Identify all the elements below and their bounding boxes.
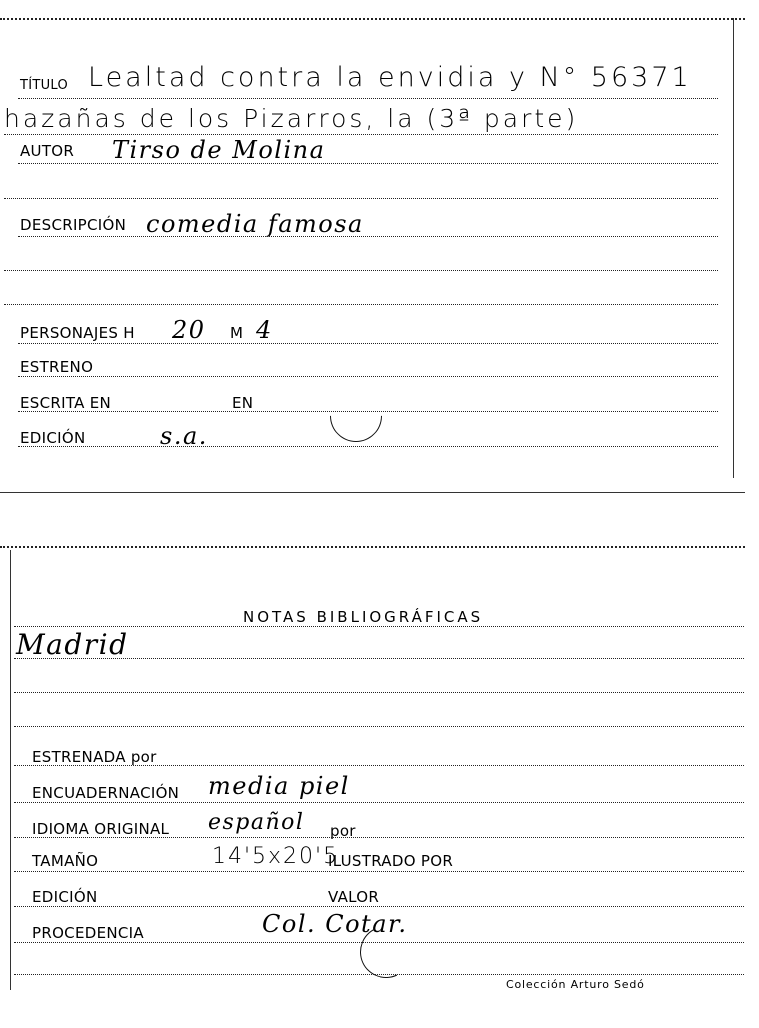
idioma-por-label: por: [330, 822, 356, 840]
rule: [14, 974, 744, 975]
idioma-value: español: [208, 810, 305, 835]
procedencia-value: Col. Cotar.: [262, 910, 408, 938]
personajes-label: PERSONAJES H: [20, 324, 135, 342]
rule: [18, 98, 718, 99]
rule: [14, 906, 744, 907]
rule: [18, 236, 718, 237]
personajes-m-value: 4: [256, 316, 273, 344]
edicion-label: EDICIÓN: [20, 429, 86, 447]
card-top-edge: [0, 18, 745, 22]
estrenada-label: ESTRENADA por: [32, 748, 157, 766]
descripcion-label: DESCRIPCIÓN: [20, 216, 127, 234]
rule: [4, 270, 718, 271]
rule: [18, 446, 718, 447]
notas-heading: NOTAS BIBLIOGRÁFICAS: [243, 608, 484, 626]
rule: [14, 765, 744, 766]
tamano-value: 14'5x20'5: [212, 844, 340, 869]
rule: [14, 726, 744, 727]
rule: [18, 343, 718, 344]
procedencia-label: PROCEDENCIA: [32, 924, 144, 942]
rule: [4, 198, 718, 199]
rule: [14, 692, 744, 693]
ilustrado-label: ILUSTRADO POR: [328, 852, 454, 870]
card-top-edge: [0, 546, 745, 550]
catalog-card-front: [0, 18, 745, 493]
card-left-edge: [10, 550, 11, 990]
idioma-label: IDIOMA ORIGINAL: [32, 820, 170, 838]
rule: [18, 376, 718, 377]
rule: [14, 626, 744, 627]
punch-hole-icon: [319, 379, 393, 453]
collection-caption: Colección Arturo Sedó: [506, 978, 645, 991]
titulo-value-line2: hazañas de los Pizarros, la (3ª parte): [4, 104, 579, 133]
edicion-label: EDICIÓN: [32, 888, 98, 906]
notas-value: Madrid: [16, 628, 129, 661]
tamano-label: TAMAÑO: [32, 852, 99, 870]
rule: [18, 163, 718, 164]
escrita-label: ESCRITA EN: [20, 394, 112, 412]
titulo-label: TÍTULO: [20, 78, 69, 93]
escrita-en-label: EN: [232, 394, 254, 412]
card-right-edge: [733, 18, 734, 478]
encuadernacion-value: media piel: [208, 772, 350, 800]
catalog-card-back: [0, 546, 745, 1016]
card-bottom-edge: [0, 492, 745, 493]
rule: [14, 658, 744, 659]
rule: [4, 134, 718, 135]
valor-label: VALOR: [328, 888, 380, 906]
estreno-label: ESTRENO: [20, 358, 94, 376]
edicion-value: s.a.: [160, 422, 208, 450]
rule: [14, 837, 744, 838]
personajes-h-value: 20: [172, 316, 206, 344]
titulo-value: Lealtad contra la envidia y N° 56371: [88, 62, 692, 93]
personajes-m-label: M: [230, 324, 244, 342]
rule: [14, 802, 744, 803]
rule: [14, 871, 744, 872]
autor-value: Tirso de Molina: [112, 136, 326, 164]
autor-label: AUTOR: [20, 142, 75, 160]
rule: [4, 304, 718, 305]
encuadernacion-label: ENCUADERNACIÓN: [32, 784, 180, 802]
descripcion-value: comedia famosa: [146, 210, 364, 238]
